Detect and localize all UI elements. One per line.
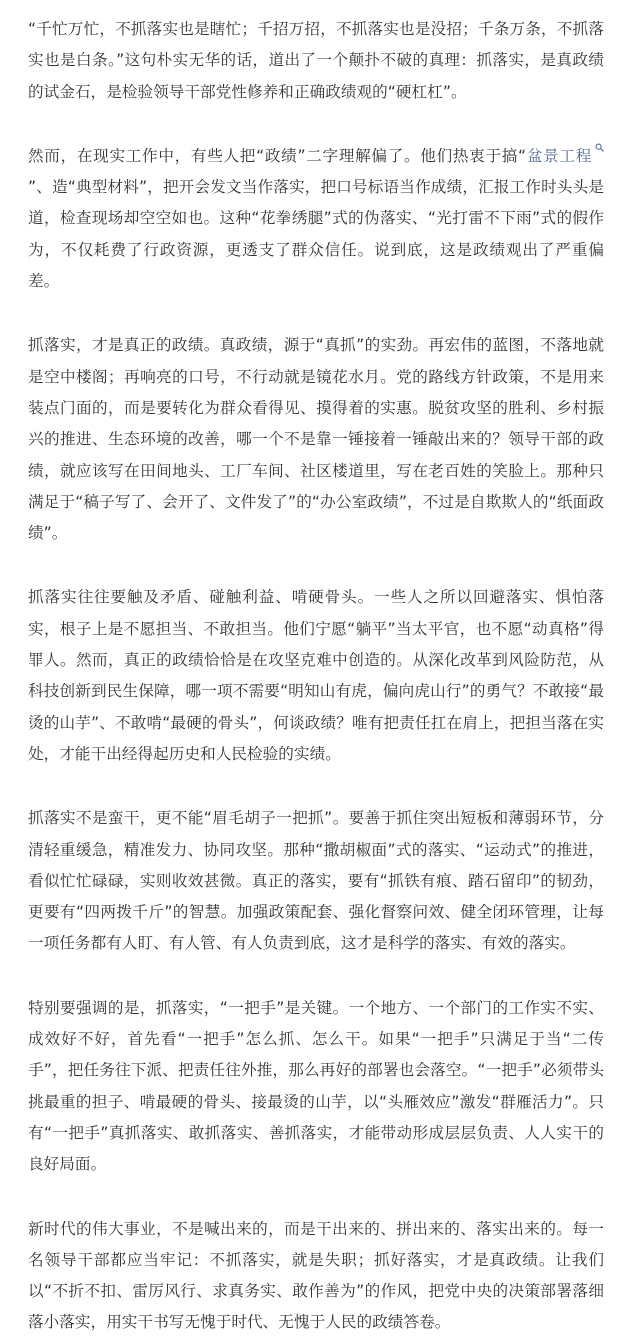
article-body [28, 14, 604, 1339]
paragraph-3: 抓落实，才是真正的政绩。真政绩，源于“真抓”的实劲。再宏伟的蓝图，不落地就是空中楼阁；再响亮的口号，不行动就是镜花水月。党的路线方针政策，不是用来装点门面的，而是要转化为群众看得见、摸得着的实惠。脱贫攻坚的胜利、乡村振兴的推进、生态环境的改善，哪一个不是靠一锤接着一锤敲出来的？领导干部的政绩，就应该写在田间地头、工厂车间、社区楼道里，写在老百姓的笑脸上。那种只满足于“稿子写了、会开了、文件发了”的“办公室政绩”，不过是自欺欺人的“纸面政绩”。 [28, 336, 604, 543]
paragraph-6: 特别要强调的是，抓落实，“一把手”是关键。一个地方、一个部门的工作实不实、成效好不好，首先看“一把手”怎么抓、怎么干。如果“一把手”只满足于当“二传手”，把任务往下派、把责任往外推，那么再好的部署也会落空。“一把手”必须带头挑最重的担子、啃最硬的骨头、接最烫的山芋，以“头雁效应”激发“群雁活力”。只有“一把手”真抓落实、敢抓落实、善抓落实，才能带动形成层层负责、人人实干的良好局面。 [28, 998, 604, 1174]
paragraph-1: “千忙万忙，不抓落实也是瞎忙；千招万招，不抓落实也是没招；千条万条，不抓落实也是白条。”这句朴实无华的话，道出了一个颠扑不破的真理：抓落实，是真政绩的试金石，是检验领导干部党性修养和正确政绩观的“硬杠杠”。 [28, 20, 604, 101]
paragraph-2-text-before: 然而，在现实工作中，有些人把“政绩”二字理解偏了。他们热衷于搞“ [28, 146, 527, 165]
keyword-link-penjing-gongcheng[interactable] [526, 147, 604, 165]
paragraph-2-text-after: ”、造“典型材料”，把开会发文当作落实，把口号标语当作成绩，汇报工作时头头是道，检查现场却空空如也。这种“花拳绣腿”式的伪落实、“光打雷不下雨”式的假作为，不仅耗费了行政资源，更透支了群众信任。说到底，这是政绩观出了严重偏差。 [28, 178, 604, 291]
paragraph-5: 抓落实不是蛮干，更不能“眉毛胡子一把抓”。要善于抓住突出短板和薄弱环节，分清轻重缓急，精准发力、协同攻坚。那种“撒胡椒面”式的落实、“运动式”的推进，看似忙忙碌碌，实则收效甚微。真正的落实，要有“抓铁有痕、踏石留印”的韧劲，更要有“四两拨千斤”的智慧。加强政策配套、强化督察问效、健全闭环管理，让每一项任务都有人盯、有人管、有人负责到底，这才是科学的落实、有效的落实。 [28, 809, 604, 953]
paragraph-7: 新时代的伟大事业，不是喊出来的，而是干出来的、拼出来的、落实出来的。每一名领导干部都应当牢记：不抓落实，就是失职；抓好落实，才是真政绩。让我们以“不折不扣、雷厉风行、求真务实、敢作善为”的作风，把党中央的决策部署落细落小落实，用实干书写无愧于时代、无愧于人民的政绩答卷。 [28, 1219, 604, 1332]
search-icon[interactable] [595, 143, 604, 152]
paragraph-4: 抓落实往往要触及矛盾、碰触利益、啃硬骨头。一些人之所以回避落实、惧怕落实，根子上是不愿担当、不敢担当。他们宁愿“躺平”当太平官，也不愿“动真格”得罪人。然而，真正的政绩恰恰是在攻坚克难中创造的。从深化改革到风险防范，从科技创新到民生保障，哪一项不需要“明知山有虎，偏向虎山行”的勇气？不敢接“最烫的山芋”、不敢啃“最硬的骨头”，何谈政绩？唯有把责任扛在肩上，把担当落在实处，才能干出经得起历史和人民检验的实绩。 [28, 588, 604, 763]
keyword-link-label[interactable]: 盆景工程 [526, 146, 592, 165]
paragraph-2 [28, 141, 604, 297]
